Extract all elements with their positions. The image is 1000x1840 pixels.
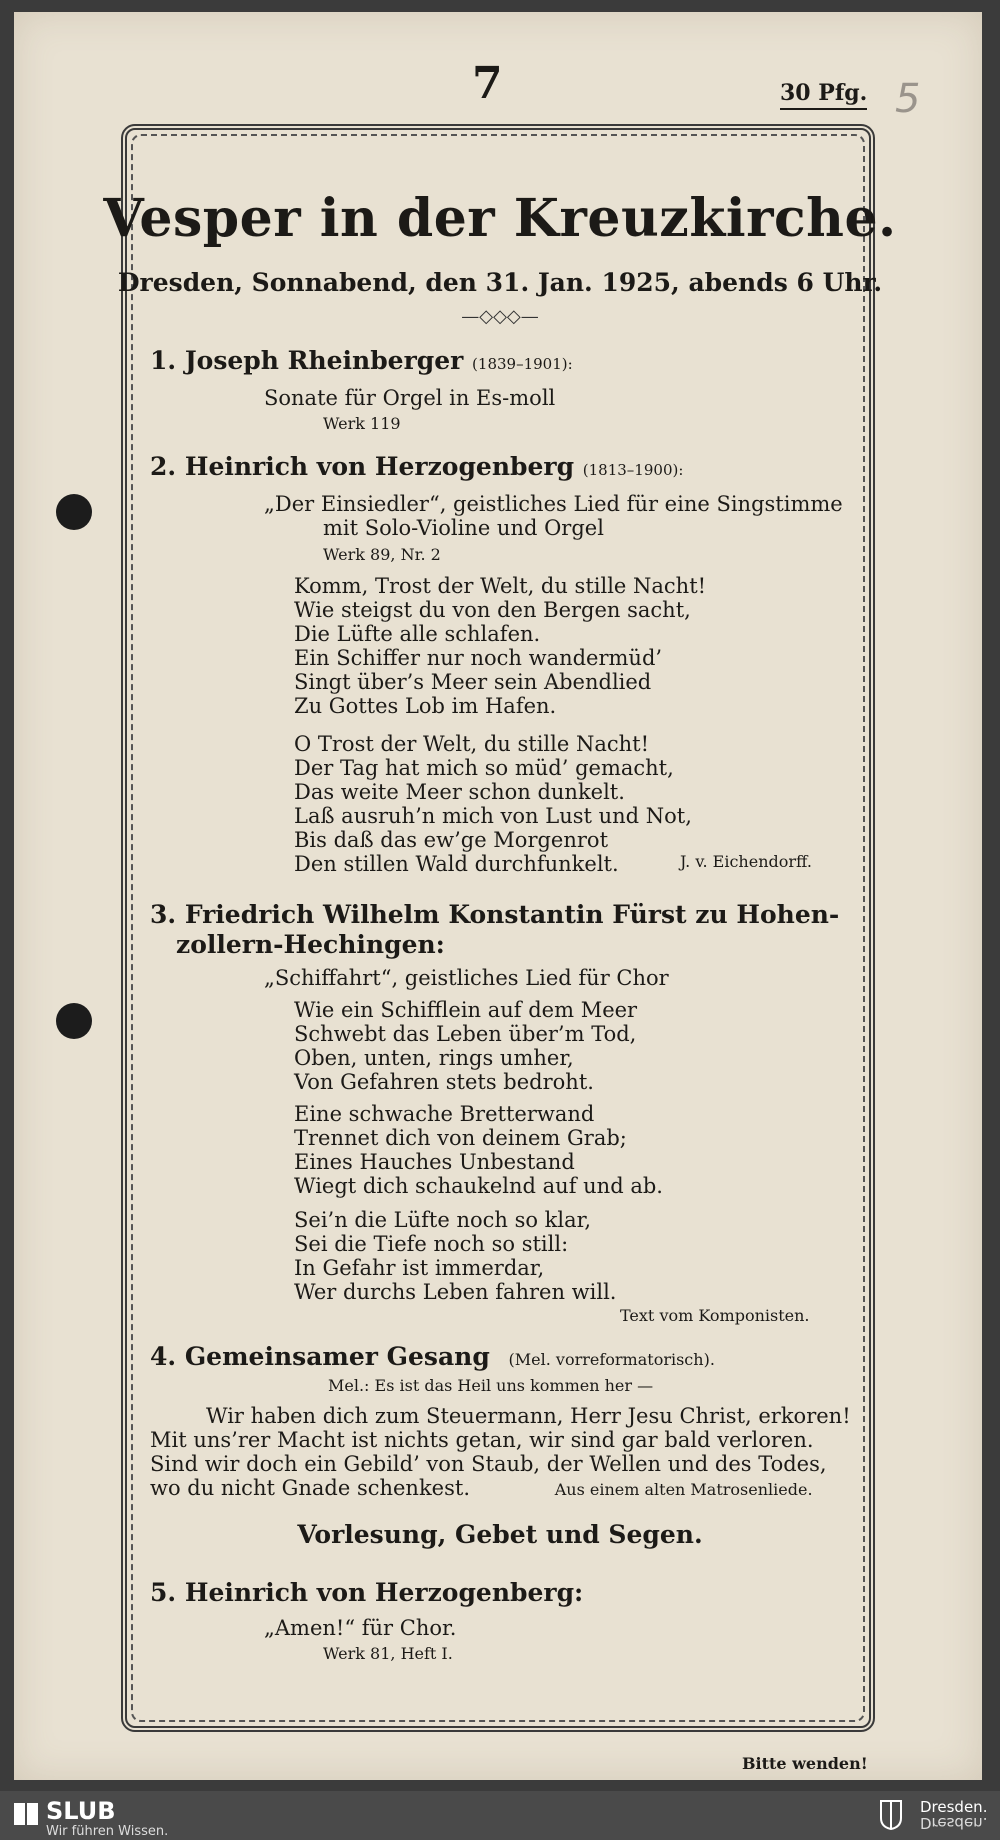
item-4-text: Wir haben dich zum Steuermann, Herr Jesu Christ, erkoren! Mit uns’rer Macht ist nichts getan, wir sind gar bald verloren. Sind wir doch ein Gebild’ von Staub, der Wellen und des Todes, wo du nicht Gnade schenkest. Aus einem alten Matrosenliede. — [150, 1404, 851, 1500]
page-subtitle: Dresden, Sonnabend, den 31. Jan. 1925, abends 6 Uhr. — [117, 268, 883, 297]
item-5-opus: Werk 81, Heft I. — [323, 1644, 453, 1663]
ornament-divider: —◇◇◇— — [461, 306, 539, 327]
item-4-melody: Mel.: Es ist das Heil uns kommen her — — [328, 1376, 654, 1395]
punch-hole — [56, 1003, 92, 1039]
page-title: Vesper in der Kreuzkirche. — [103, 188, 897, 249]
item-3-stanza-3: Sei’n die Lüfte noch so klar, Sei die Tiefe noch so still: In Gefahr ist immerdar, Wer durchs Leben fahren will. — [294, 1208, 617, 1304]
page-number: 7 — [472, 58, 503, 109]
item-2-work-line1: „Der Einsiedler“, geistliches Lied für eine Singstimme — [264, 492, 843, 516]
item-5-heading: 5. Heinrich von Herzogenberg: — [150, 1578, 584, 1607]
item-3-stanza-2: Eine schwache Bretterwand Trennet dich von deinem Grab; Eines Hauches Unbestand Wiegt dich schaukelnd auf und ab. — [294, 1102, 663, 1198]
item-4-heading: 4. Gemeinsamer Gesang (Mel. vorreformatorisch). — [150, 1342, 715, 1371]
item-3-heading-line1: 3. Friedrich Wilhelm Konstantin Fürst zu Hohen- — [150, 900, 840, 929]
item-1-opus: Werk 119 — [323, 414, 401, 433]
item-1-work: Sonate für Orgel in Es-moll — [264, 386, 556, 410]
punch-hole — [56, 494, 92, 530]
item-2-stanza-1: Komm, Trost der Welt, du stille Nacht! Wie steigst du von den Bergen sacht, Die Lüfte alle schlafen. Ein Schiffer nur noch wandermüd’ Singt über’s Meer sein Abendlied Zu Gottes Lob im Hafen. — [294, 574, 707, 718]
item-2-heading: 2. Heinrich von Herzogenberg (1813–1900): — [150, 452, 684, 481]
pencil-mark: 5 — [895, 76, 921, 122]
item-2-stanza-2: O Trost der Welt, du stille Nacht! Der Tag hat mich so müd’ gemacht, Das weite Meer schon dunkelt. Laß ausruh’n mich von Lust und Not, Bis daß das ew’ge Morgenrot Den stillen Wald durchfunkelt. — [294, 732, 692, 876]
slub-tagline: Wir führen Wissen. — [46, 1824, 169, 1839]
item-3-author: Text vom Komponisten. — [620, 1306, 810, 1325]
item-2-opus: Werk 89, Nr. 2 — [323, 545, 441, 564]
item-3-stanza-1: Wie ein Schifflein auf dem Meer Schwebt das Leben über’m Tod, Oben, unten, rings umher, Von Gefahren stets bedroht. — [294, 998, 638, 1094]
turn-note: Bitte wenden! — [742, 1754, 868, 1773]
item-5-work: „Amen!“ für Chor. — [264, 1616, 457, 1640]
item-2-author: J. v. Eichendorff. — [680, 852, 812, 871]
book-icon — [12, 1799, 40, 1829]
slub-logo-text[interactable]: SLUB — [46, 1797, 116, 1825]
price: 30 Pfg. — [780, 80, 867, 110]
dresden-logo-text[interactable]: Dresden. Dresden. — [920, 1798, 988, 1832]
reading-heading: Vorlesung, Gebet und Segen. — [297, 1520, 703, 1549]
item-3-work: „Schiffahrt“, geistliches Lied für Chor — [264, 966, 669, 990]
item-2-work-line2: mit Solo-Violine und Orgel — [323, 516, 604, 540]
item-3-heading-line2: zollern-Hechingen: — [176, 930, 445, 959]
item-1-heading: 1. Joseph Rheinberger (1839–1901): — [150, 346, 573, 375]
coat-of-arms-icon — [880, 1800, 902, 1830]
